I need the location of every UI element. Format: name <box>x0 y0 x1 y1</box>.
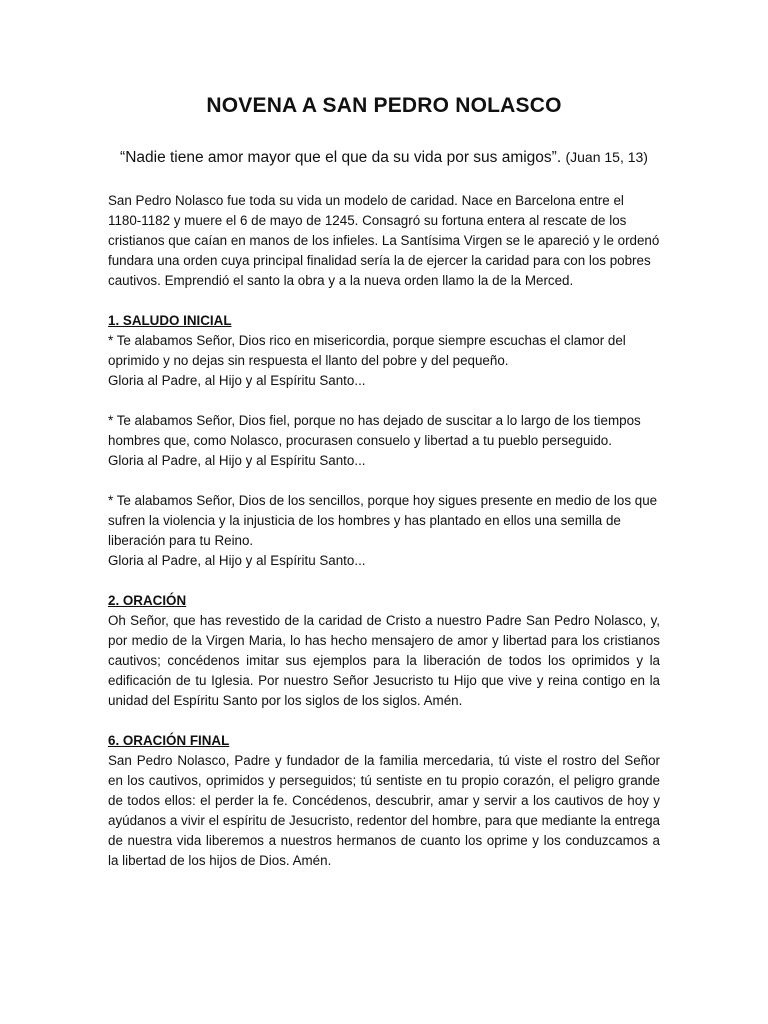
quote-text: “Nadie tiene amor mayor que el que da su vida por sus amigos”. <box>120 149 562 166</box>
epigraph-quote <box>108 146 660 169</box>
saludo-paragraph: * Te alabamos Señor, Dios fiel, porque no has dejado de suscitar a lo largo de los tiempos hombres que, como Nolasco, procurasen consuelo y libertad a tu pueblo perseguido. <box>108 413 641 448</box>
intro-paragraph: San Pedro Nolasco fue toda su vida un modelo de caridad. Nace en Barcelona entre el 1180-1182 y muere el 6 de mayo de 1245. Consagró su fortuna entera al rescate de los cristianos que caían en manos de los infieles. La Santísima Virgen se le apareció y le ordenó fundara una orden cuya principal finalidad sería la de ejercer la caridad para con los pobres cautivos. Emprendió el santo la obra y a la nueva orden llamo la de la Merced. <box>108 193 660 288</box>
section-heading-saludo: 1. SALUDO INICIAL <box>108 313 232 328</box>
document-title: NOVENA A SAN PEDRO NOLASCO <box>206 94 562 117</box>
oracion-paragraph: Oh Señor, que has revestido de la caridad de Cristo a nuestro Padre San Pedro Nolasco, y, por medio de la Virgen Maria, lo has hecho mensajero de amor y libertad para los cristianos cautivos; concédenos imitar sus ejemplos para la liberación de todos los oprimidos y la edificación de tu Iglesia. Por nuestro Señor Jesucristo tu Hijo que vive y reina contigo en la unidad del Espíritu Santo por los siglos de los siglos. Amén. <box>108 613 660 708</box>
section-heading-oracion: 2. ORACIÓN <box>108 593 187 608</box>
oracion-final-paragraph: San Pedro Nolasco, Padre y fundador de la familia mercedaria, tú viste el rostro del Señor en los cautivos, oprimidos y perseguidos; tú sentiste en tu propio corazón, el peligro grande de todos ellos: el perder la fe. Concédenos, descubrir, amar y servir a los cautivos de hoy y ayúdanos a vivir el espíritu de Jesucristo, redentor del hombre, para que mediante la entrega de nuestra vida liberemos a nuestros hermanos de cuanto los oprime y los conduzcamos a la libertad de los hijos de Dios. Amén. <box>108 753 660 868</box>
gloria-line: Gloria al Padre, al Hijo y al Espíritu Santo... <box>108 373 366 388</box>
gloria-line: Gloria al Padre, al Hijo y al Espíritu Santo... <box>108 553 366 568</box>
saludo-paragraph: * Te alabamos Señor, Dios rico en misericordia, porque siempre escuchas el clamor del oprimido y no dejas sin respuesta el llanto del pobre y del pequeño. <box>108 333 626 368</box>
quote-reference: (Juan 15, 13) <box>565 149 648 165</box>
section-heading-oracion-final: 6. ORACIÓN FINAL <box>108 733 230 748</box>
document-page <box>108 92 660 871</box>
saludo-paragraph: * Te alabamos Señor, Dios de los sencillos, porque hoy sigues presente en medio de los que sufren la violencia y la injusticia de los hombres y has plantado en ellos una semilla de liberación para tu Reino. <box>108 493 658 548</box>
gloria-line: Gloria al Padre, al Hijo y al Espíritu Santo... <box>108 453 366 468</box>
